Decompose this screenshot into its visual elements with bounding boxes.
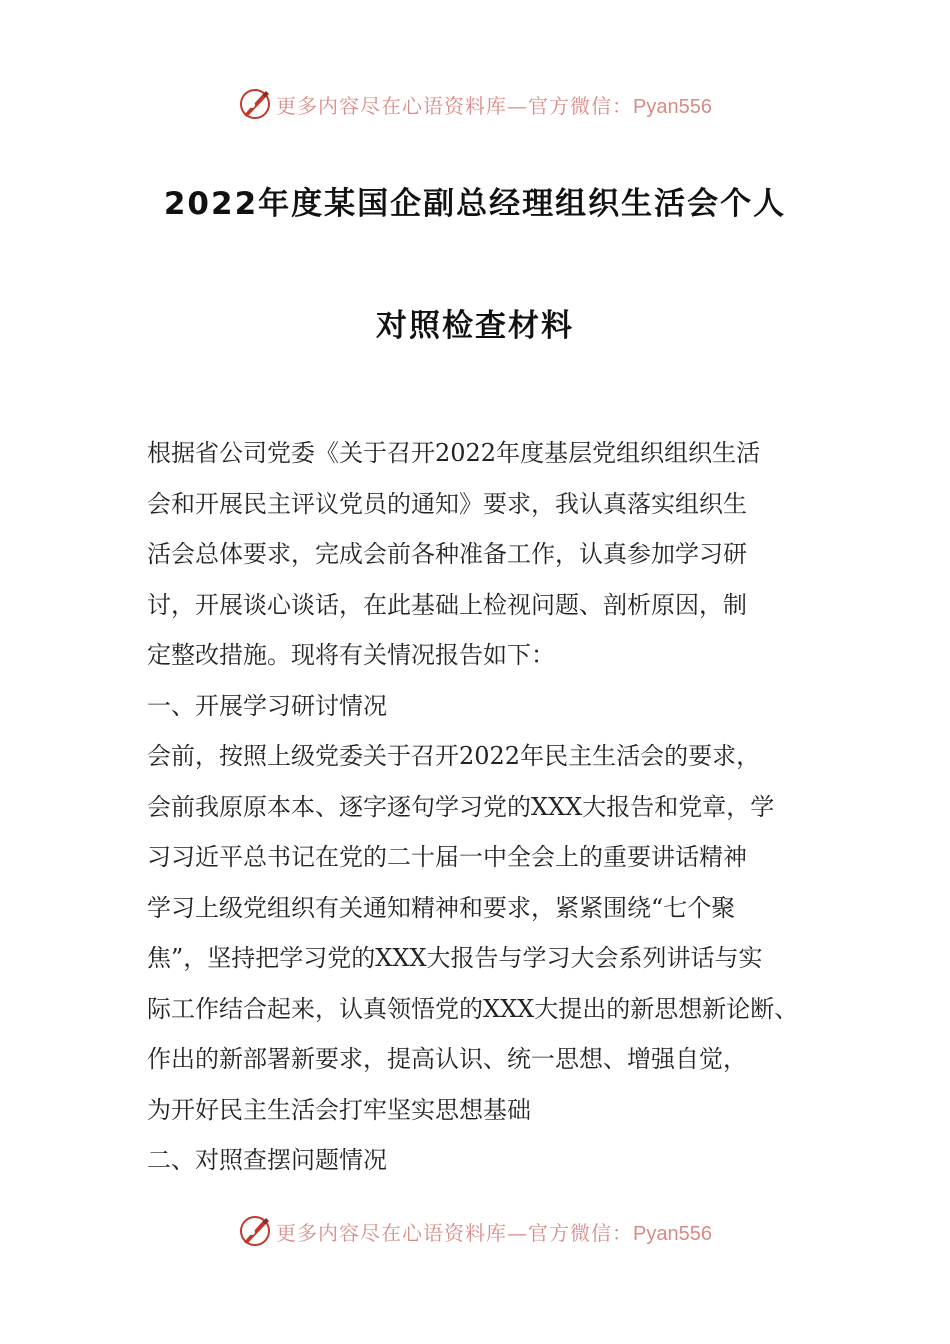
- section-heading-1: 一、开展学习研讨情况: [147, 691, 387, 720]
- watermark-header: [0, 84, 950, 124]
- pen-logo-icon: [238, 1214, 272, 1248]
- pen-logo-icon: [238, 87, 272, 121]
- document-title-line2: 对照检查材料: [376, 308, 574, 344]
- watermark-text: 更多内容尽在心语资料库—官方微信：Pyan556: [276, 93, 712, 118]
- body-line: 习习近平总书记在党的二十届一中全会上的重要讲话精神: [147, 843, 747, 871]
- body-line: 学习上级党组织有关通知精神和要求，紧紧围绕“七个聚: [147, 893, 736, 922]
- watermark-footer: [0, 1211, 950, 1251]
- body-line: 活会总体要求，完成会前各种准备工作，认真参加学习研: [147, 540, 747, 568]
- body-line: 根据省公司党委《关于召开2022年度基层党组织组织生活: [147, 439, 761, 467]
- body-line: 际工作结合起来，认真领悟党的XXX大提出的新思想新论断、: [147, 994, 799, 1023]
- document-body: [147, 428, 847, 1186]
- body-line: 作出的新部署新要求，提高认识、统一思想、增强自觉，: [147, 1045, 747, 1073]
- body-line: 为开好民主生活会打牢坚实思想基础: [147, 1095, 531, 1124]
- body-line: 会前，按照上级党委关于召开2022年民主生活会的要求，: [147, 742, 761, 770]
- document-title-line1: 2022年度某国企副总经理组织生活会个人: [163, 186, 787, 222]
- wechat-id: Pyan556: [633, 1222, 712, 1245]
- body-line: 会和开展民主评议党员的通知》要求，我认真落实组织生: [147, 489, 747, 518]
- wechat-id: Pyan556: [633, 95, 712, 118]
- body-line: 会前我原原本本、逐字逐句学习党的XXX大报告和党章，学: [147, 792, 775, 821]
- section-heading-2: 二、对照查摆问题情况: [147, 1146, 387, 1174]
- watermark-text: 更多内容尽在心语资料库—官方微信：Pyan556: [276, 1220, 712, 1245]
- body-line: 焦”，坚持把学习党的XXX大报告与学习大会系列讲话与实: [147, 944, 763, 972]
- body-line: 讨，开展谈心谈话，在此基础上检视问题、剖析原因，制: [147, 590, 747, 619]
- body-line: 定整改措施。现将有关情况报告如下：: [147, 641, 555, 669]
